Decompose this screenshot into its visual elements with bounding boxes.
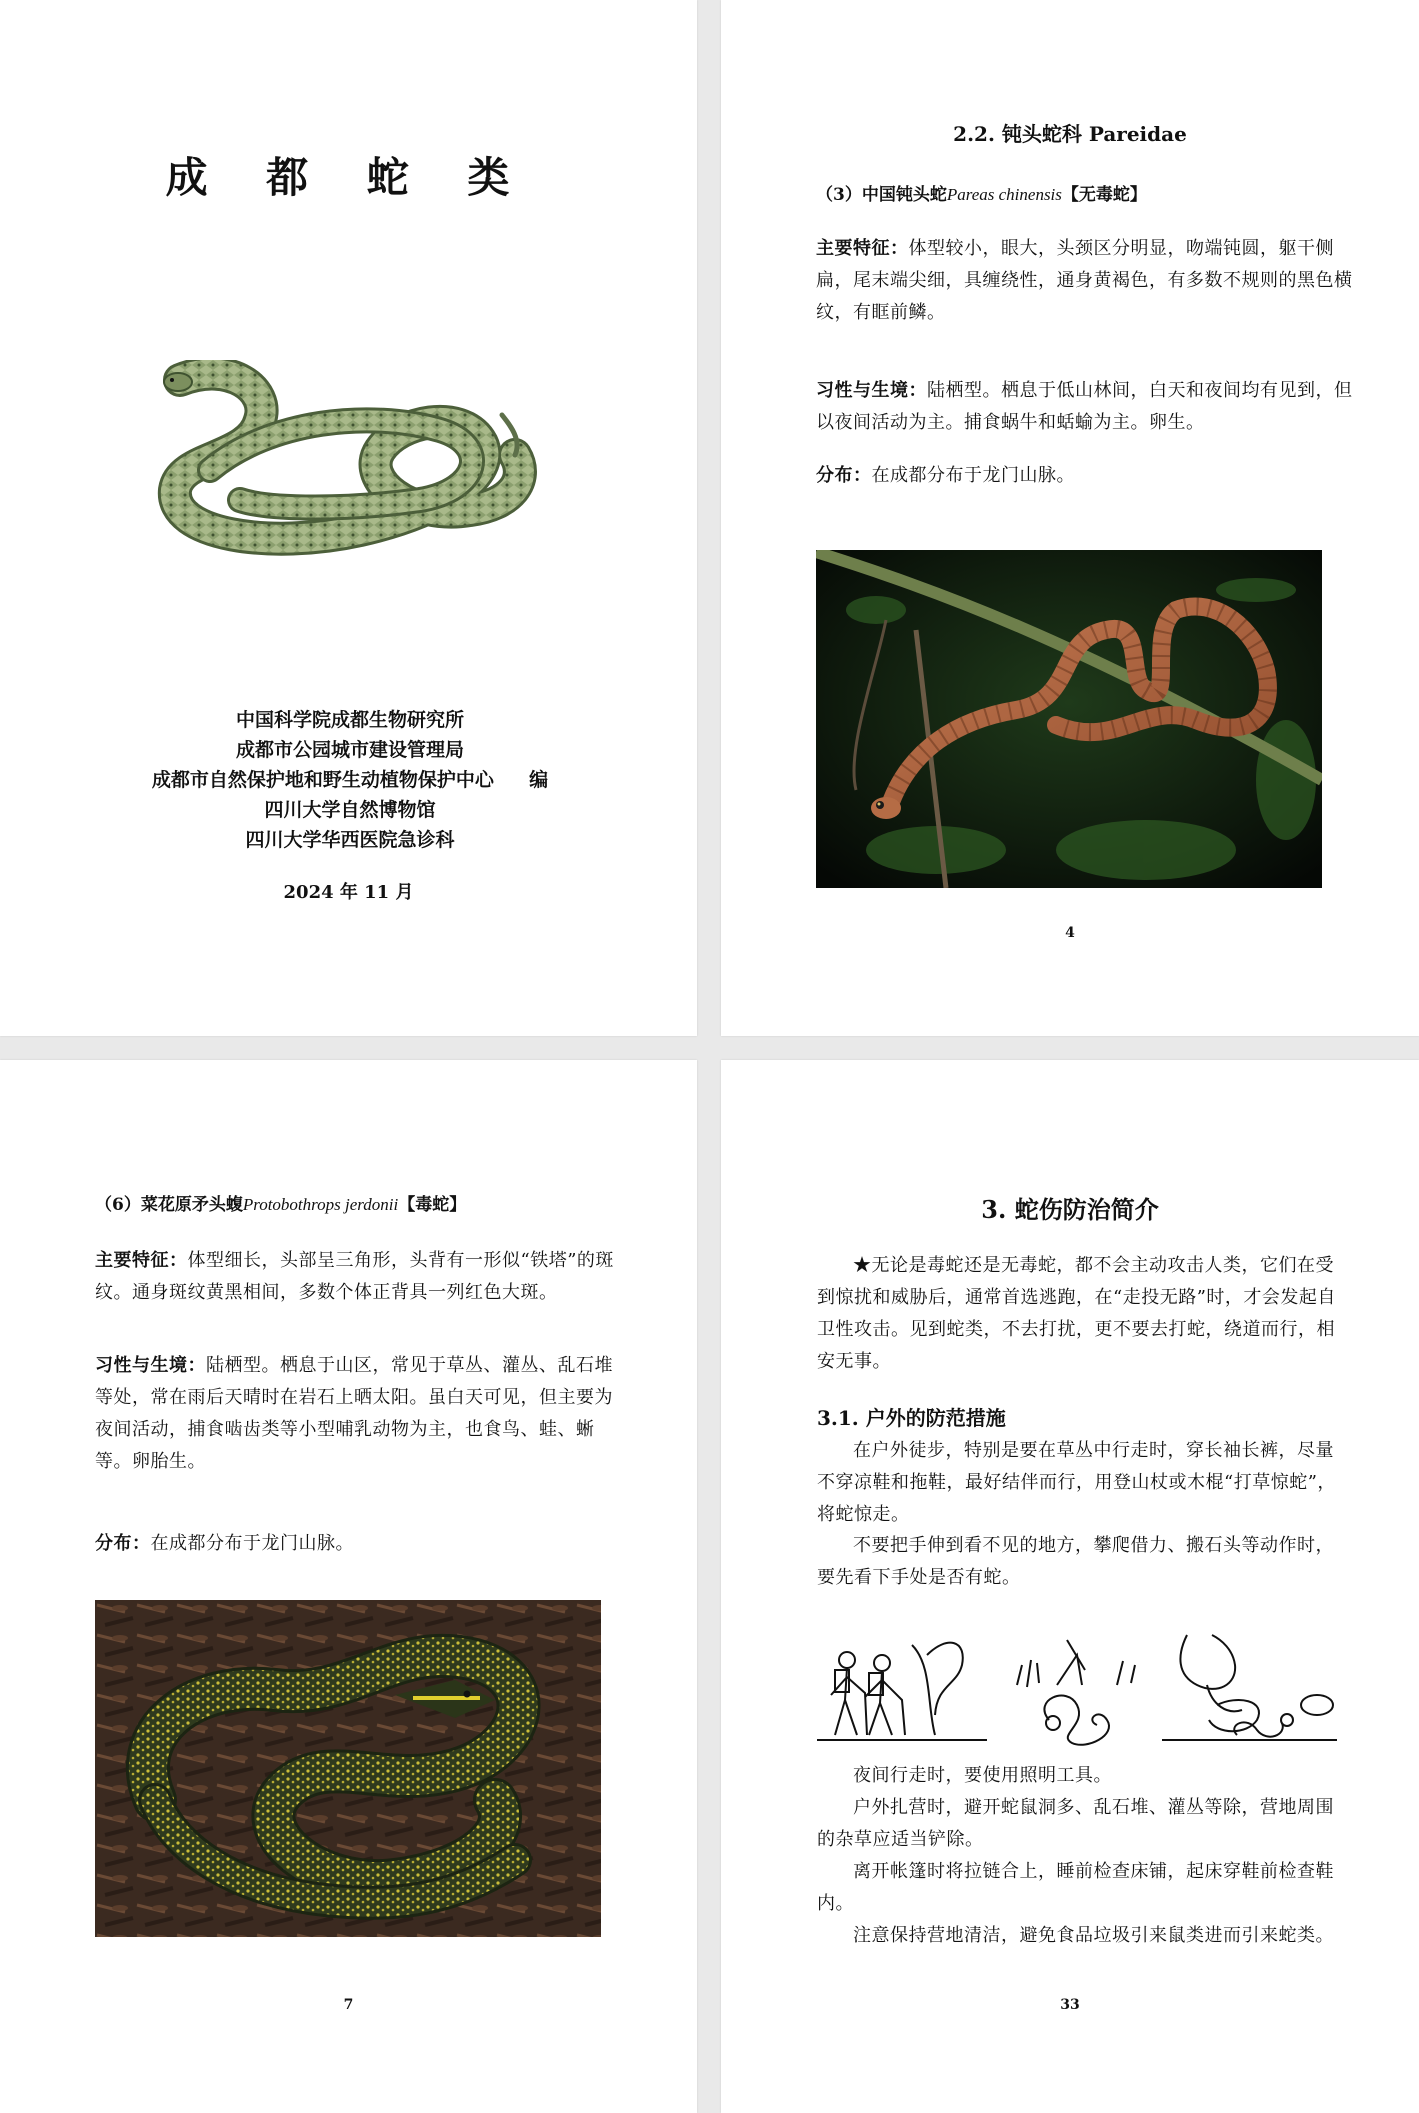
distribution-text: 在成都分布于龙门山脉。: [871, 465, 1075, 486]
species-latin-name: Protobothrops jerdonii: [242, 1195, 399, 1214]
subsection-title: 3.1. 户外的防范措施: [817, 1406, 1006, 1430]
species-name: （6）菜花原矛头蝮: [95, 1195, 243, 1215]
paragraph: 注意保持营地清洁，避免食品垃圾引来鼠类进而引来蛇类。: [853, 1925, 1334, 1946]
paragraph: 离开帐篷时将拉链合上，睡前检查床铺，起床穿鞋前检查鞋内。: [817, 1861, 1334, 1914]
paragraph: 夜间行走时，要使用照明工具。: [853, 1765, 1112, 1786]
features-label: 主要特征：: [95, 1250, 188, 1271]
paragraph: 在户外徒步，特别是要在草丛中行走时，穿长袖长裤，尽量不穿凉鞋和拖鞋，最好结伴而行，用登山杖或木棍“打草惊蛇”，将蛇惊走。: [817, 1440, 1336, 1525]
protobothrops-jerdonii-photo: [95, 1600, 601, 1937]
chapter-title: 3. 蛇伤防治简介: [981, 1195, 1159, 1224]
distribution-label: 分布：: [816, 465, 872, 486]
distribution-paragraph: [816, 460, 1356, 492]
habits-text: 陆栖型。栖息于山区，常见于草丛、灌丛、乱石堆等处，常在雨后天晴时在岩石上晒太阳。虽白天可见，但主要为夜间活动，捕食啮齿类等小型哺乳动物为主，也食鸟、蛙、蜥等。卵胎生。: [95, 1355, 613, 1472]
features-text: 体型较小，眼大，头颈区分明显，吻端钝圆，躯干侧扁，尾末端尖细，具缠绕性，通身黄褐色，有多数不规则的黑色横纹，有眶前鳞。: [816, 238, 1353, 323]
org-item: 四川大学华西医院急诊科: [245, 829, 455, 851]
paragraph: 不要把手伸到看不见的地方，攀爬借力、搬石头等动作时，要先看下手处是否有蛇。: [817, 1535, 1334, 1588]
snake-bite-prevention-illustration: [817, 1625, 1337, 1755]
org-item: 成都市公园城市建设管理局: [235, 739, 464, 761]
habits-paragraph: [816, 375, 1356, 439]
page-number: 33: [1060, 1997, 1080, 2013]
org-item: [120, 765, 580, 795]
species-heading: [95, 1190, 655, 1215]
habits-label: 习性与生境：: [95, 1355, 206, 1376]
coiled-snake-illustration: [150, 360, 550, 570]
distribution-paragraph: [95, 1528, 615, 1560]
distribution-label: 分布：: [95, 1533, 151, 1554]
org-name: 成都市自然保护地和野生动植物保护中心: [151, 769, 494, 791]
species-name: （3）中国钝头蛇: [816, 185, 947, 205]
page-33: [721, 1060, 1419, 2113]
section-title: 2.2. 钝头蛇科 Pareidae: [953, 122, 1187, 146]
habits-text: 陆栖型。栖息于低山林间，白天和夜间均有见到，但以夜间活动为主。捕食蜗牛和蛞蝓为主。卵生。: [816, 380, 1353, 433]
features-paragraph: [95, 1245, 615, 1309]
habits-paragraph: [95, 1350, 615, 1478]
editor-organizations: [120, 705, 580, 855]
page-number: 4: [1065, 925, 1075, 941]
distribution-text: 在成都分布于龙门山脉。: [150, 1533, 354, 1554]
publication-date: 2024 年 11 月: [283, 882, 414, 903]
editor-suffix: 编: [529, 769, 549, 791]
paragraph: 户外扎营时，避开蛇鼠洞多、乱石堆、灌丛等除，营地周围的杂草应适当铲除。: [817, 1797, 1334, 1850]
cover-title: 成 都 蛇 类: [165, 153, 532, 202]
page-number: 7: [343, 1997, 354, 2013]
species-tag: 【无毒蛇】: [1061, 185, 1147, 205]
cover-page: [0, 0, 697, 1036]
page-4: [721, 0, 1419, 1036]
features-paragraph: [816, 233, 1356, 329]
species-latin-name: Pareas chinensis: [946, 185, 1062, 204]
org-item: 中国科学院成都生物研究所: [235, 709, 464, 731]
org-item: 四川大学自然博物馆: [264, 799, 436, 821]
page-7: [0, 1060, 697, 2113]
features-text: 体型细长，头部呈三角形，头背有一形似“铁塔”的斑纹。通身斑纹黄黑相间，多数个体正背具一列红色大斑。: [95, 1250, 614, 1303]
species-tag: 【毒蛇】: [398, 1195, 467, 1215]
features-label: 主要特征：: [816, 238, 909, 259]
intro-paragraph: ★无论是毒蛇还是无毒蛇，都不会主动攻击人类，它们在受到惊扰和威胁后，通常首选逃跑，在“走投无路”时，才会发起自卫性攻击。见到蛇类，不去打扰，更不要去打蛇，绕道而行，相安无事。: [817, 1255, 1336, 1372]
habits-label: 习性与生境：: [816, 380, 927, 401]
species-heading: [816, 180, 1376, 205]
pareas-chinensis-photo: [816, 550, 1322, 888]
